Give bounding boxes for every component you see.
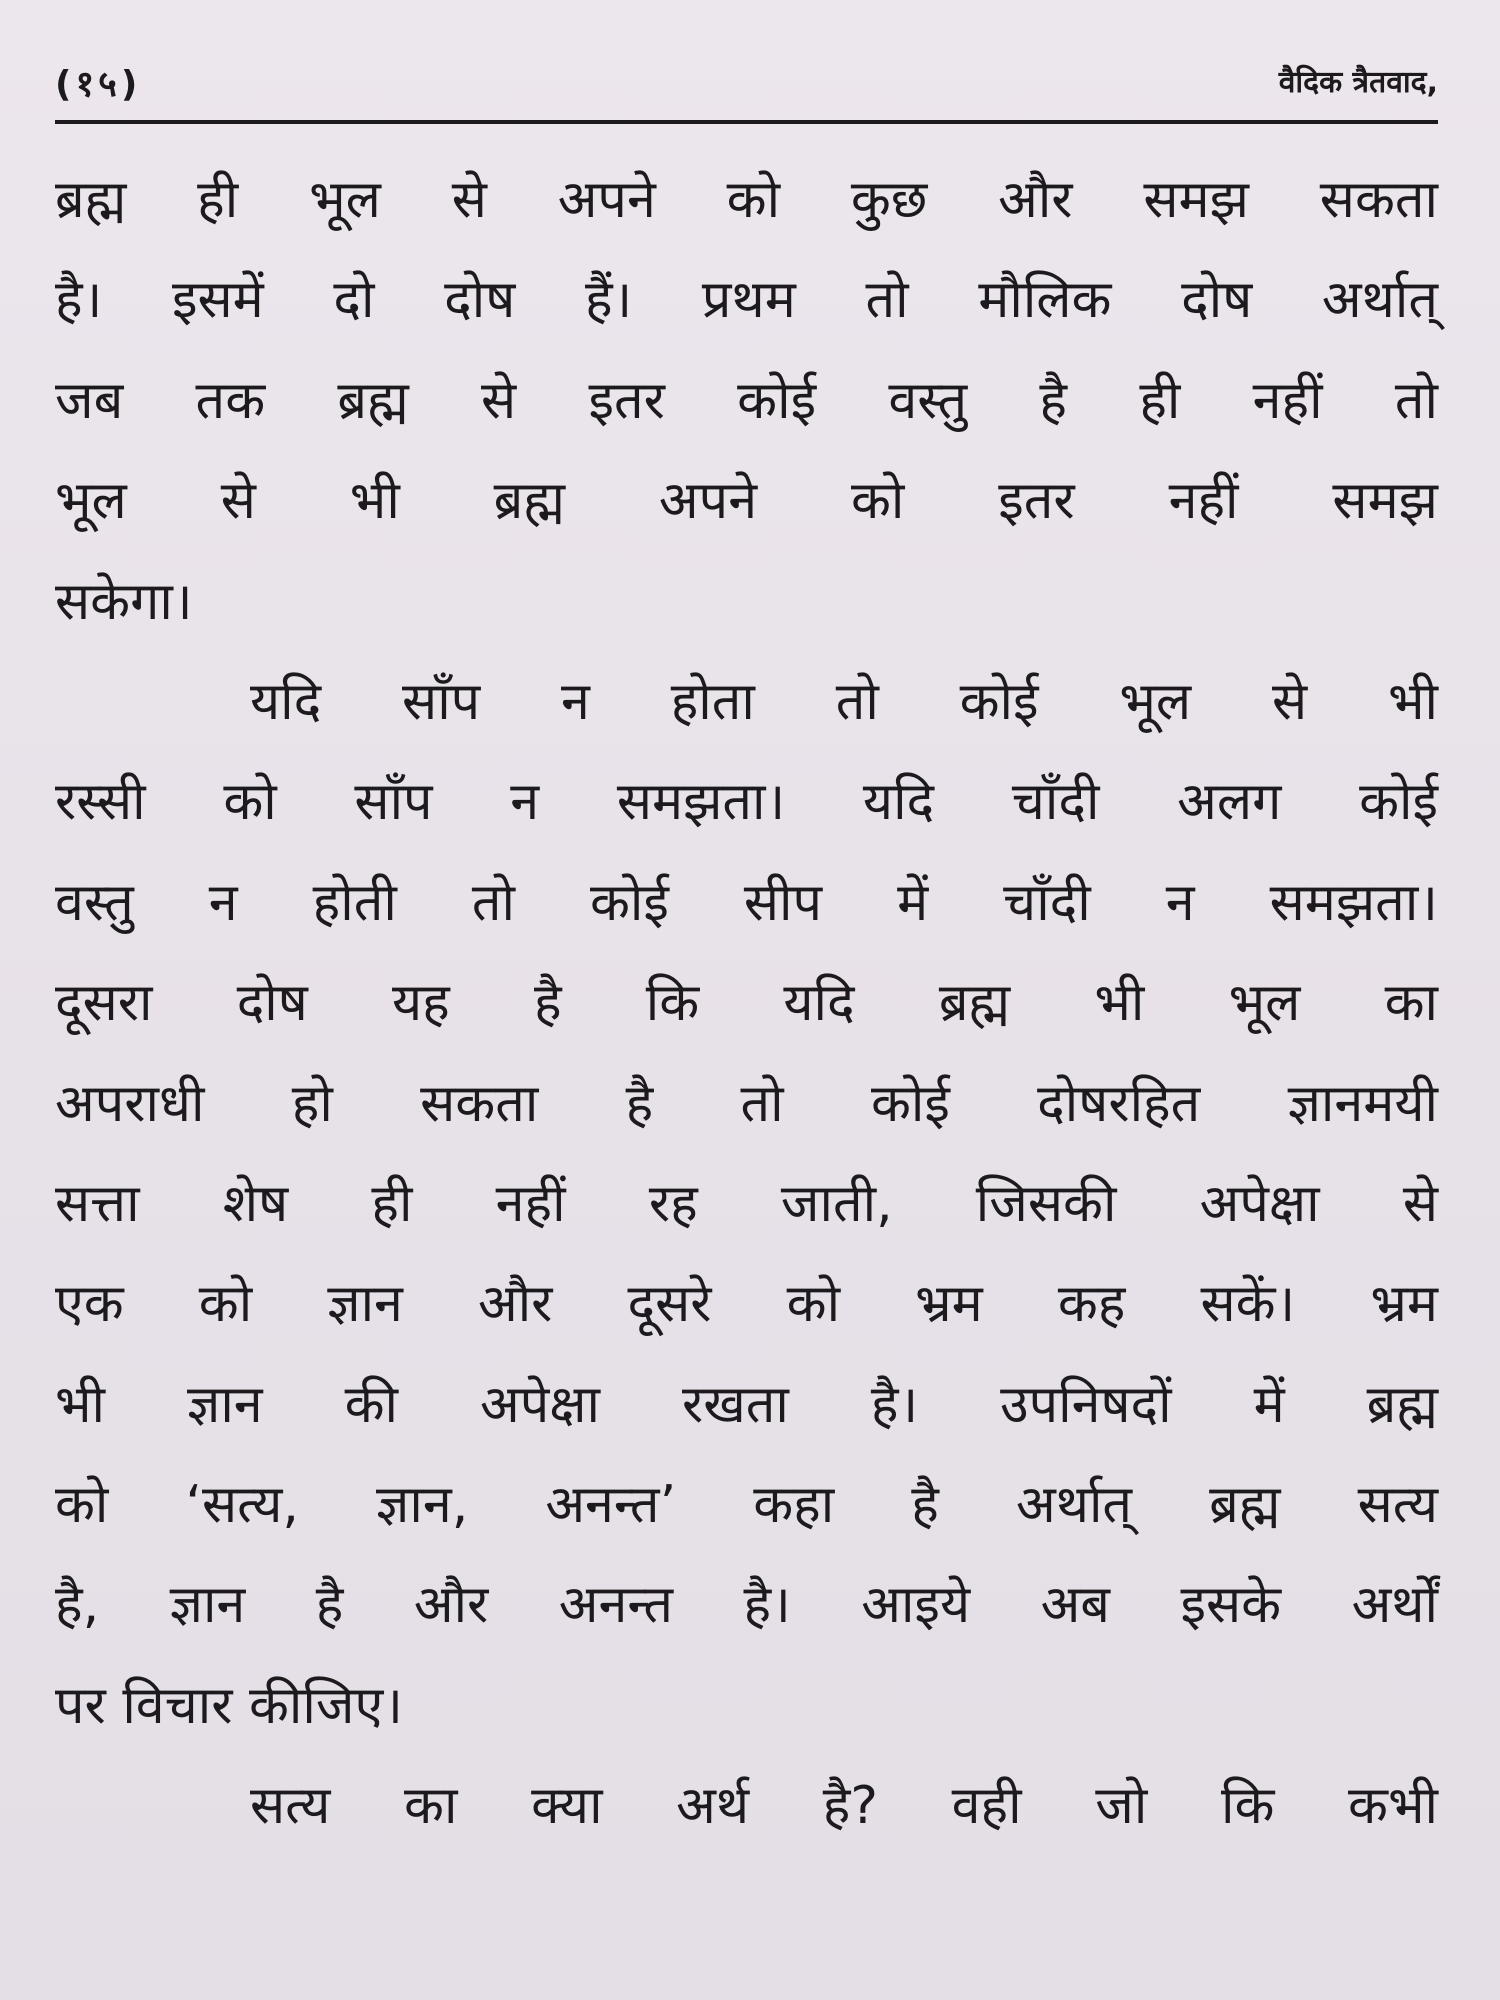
paragraph-1 [55,150,1438,652]
text-line: सकेगा। [55,571,193,632]
text-line: को ‘सत्य, ज्ञान, अनन्त’ कहा है अर्थात् ब्रह्म सत्य [55,1475,1438,1536]
running-head [55,58,1438,118]
text-line: अपराधी हो सकता है तो कोई दोषरहित ज्ञानमयी [55,1073,1438,1134]
text-line: जब तक ब्रह्म से इतर कोई वस्तु है ही नहीं तो [55,370,1438,431]
text-line: है। इसमें दो दोष हैं। प्रथम तो मौलिक दोष अर्थात् [55,270,1438,331]
header-rule [55,120,1438,124]
paragraph-3 [55,1756,1438,1856]
text-line: है, ज्ञान है और अनन्त है। आइये अब इसके अर्थों [55,1575,1438,1636]
text-line: ब्रह्म ही भूल से अपने को कुछ और समझ सकता [55,170,1438,230]
text-line: सत्य का क्या अर्थ है? वही जो कि कभी [250,1776,1438,1837]
page-number: (१५) [55,64,142,105]
text-line: पर विचार कीजिए। [55,1675,403,1736]
text-line: भी ज्ञान की अपेक्षा रखता है। उपनिषदों में ब्रह्म [55,1374,1438,1435]
text-line: वस्तु न होती तो कोई सीप में चाँदी न समझता। [55,872,1438,933]
body-text [55,150,1438,1857]
text-line: सत्ता शेष ही नहीं रह जाती, जिसकी अपेक्षा से [55,1173,1438,1234]
text-line: एक को ज्ञान और दूसरे को भ्रम कह सकें। भ्रम [55,1274,1438,1335]
text-line: भूल से भी ब्रह्म अपने को इतर नहीं समझ [55,471,1438,532]
text-line: यदि साँप न होता तो कोई भूल से भी [250,671,1438,732]
paragraph-2 [55,652,1438,1756]
text-line: दूसरा दोष यह है कि यदि ब्रह्म भी भूल का [55,973,1438,1034]
running-title: वैदिक त्रैतवाद, [1278,65,1438,100]
text-line: रस्सी को साँप न समझता। यदि चाँदी अलग कोई [55,772,1438,833]
